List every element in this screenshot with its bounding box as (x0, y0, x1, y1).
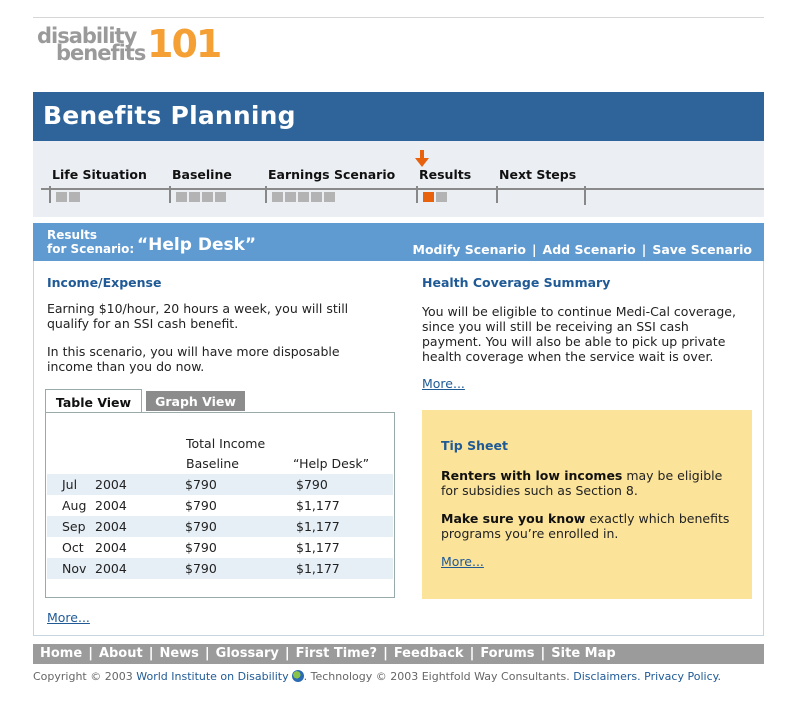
save-scenario-link[interactable]: Save Scenario (652, 242, 752, 257)
disclaimers-link[interactable]: Disclaimers. (573, 670, 641, 683)
results-label: Results (47, 228, 98, 242)
results-header (33, 223, 764, 261)
health-paragraph: You will be eligible to continue Medi-Cal coverage, since you will still be receiving an SSI cash payment. You will also be able to pick up private health coverage when the service wait is over. (422, 304, 736, 364)
progress-steps (33, 141, 764, 217)
modify-scenario-link[interactable]: Modify Scenario (412, 242, 526, 257)
tip-sheet-title: Tip Sheet (441, 438, 508, 453)
step-progress-boxes (56, 192, 80, 202)
step-earnings-scenario[interactable] (268, 167, 395, 182)
wid-link[interactable]: World Institute on Disability (136, 670, 289, 683)
tab-graph-view[interactable]: Graph View (146, 391, 245, 411)
income-expense-title: Income/Expense (47, 275, 162, 290)
step-results[interactable] (419, 167, 471, 182)
footer-link-about[interactable]: About (98, 646, 143, 661)
income-paragraph-2: In this scenario, you will have more disposable income than you do now. (47, 344, 340, 374)
page-banner (33, 92, 764, 141)
column-header-baseline: Baseline (186, 456, 239, 471)
results-content (33, 261, 764, 636)
column-group-header: Total Income (186, 436, 266, 451)
health-more-link[interactable]: More... (422, 376, 465, 391)
logo-number: 101 (147, 22, 221, 66)
scenario-actions: Modify Scenario | Add Scenario | Save Scenario (412, 242, 752, 257)
tip-paragraph-2: Make sure you know exactly which benefits programs you’re enrolled in. (441, 511, 730, 541)
step-label: Baseline (172, 167, 232, 182)
footer-link-feedback[interactable]: Feedback (393, 646, 464, 661)
table-row: Jul 2004 $790 $790 (47, 474, 393, 495)
top-rule (33, 17, 764, 18)
step-next-steps[interactable] (499, 167, 576, 182)
page-title: Benefits Planning (43, 101, 296, 130)
tip-more-link[interactable]: More... (441, 554, 484, 569)
footer-navigation: Home | About | News | Glossary | First Time? | Feedback | Forums | Site Map (33, 644, 764, 664)
health-coverage-title: Health Coverage Summary (422, 275, 611, 290)
progress-line (41, 188, 764, 190)
step-label: Life Situation (52, 167, 147, 182)
current-step-arrow-icon (415, 150, 429, 168)
table-row: Aug 2004 $790 $1,177 (62, 498, 340, 513)
copyright-notice: Copyright © 2003 World Institute on Disability . Technology © 2003 Eightfold Way Consultants. Disclaimers. Privacy Policy. (33, 670, 722, 683)
footer-link-news[interactable]: News (159, 646, 199, 661)
tab-table-view[interactable]: Table View (45, 389, 142, 413)
tip-paragraph-1: Renters with low incomes may be eligible for subsidies such as Section 8. (441, 468, 723, 498)
footer-link-site-map[interactable]: Site Map (551, 646, 616, 661)
footer-link-home[interactable]: Home (40, 646, 83, 661)
footer-link-glossary[interactable]: Glossary (215, 646, 279, 661)
globe-icon (292, 670, 304, 682)
table-row: Sep 2004 $790 $1,177 (47, 516, 393, 537)
add-scenario-link[interactable]: Add Scenario (542, 242, 636, 257)
table-row: Oct 2004 $790 $1,177 (62, 540, 340, 555)
income-more-link[interactable]: More... (47, 610, 90, 625)
step-label: Earnings Scenario (268, 167, 396, 182)
logo-word-benefits: benefits (56, 41, 146, 65)
footer-link-forums[interactable]: Forums (480, 646, 535, 661)
tip-sheet (422, 410, 752, 599)
column-header-scenario: “Help Desk” (293, 456, 370, 471)
step-baseline[interactable] (172, 167, 232, 182)
step-progress-boxes (423, 192, 447, 202)
scenario-name: “Help Desk” (137, 235, 257, 255)
step-life-situation[interactable] (52, 167, 147, 182)
income-paragraph-1: Earning $10/hour, 20 hours a week, you will still qualify for an SSI cash benefit. (47, 301, 349, 331)
step-label: Next Steps (499, 167, 577, 182)
income-table (45, 412, 395, 598)
progress-end-tick (584, 186, 586, 205)
footer-link-first-time[interactable]: First Time? (295, 646, 378, 661)
scenario-label: for Scenario: (47, 242, 135, 256)
logo-word-disability: disability (37, 24, 137, 48)
step-progress-boxes (272, 192, 335, 202)
table-row: Nov 2004 $790 $1,177 (47, 558, 393, 579)
step-progress-boxes (176, 192, 226, 202)
site-logo[interactable] (37, 24, 237, 64)
privacy-policy-link[interactable]: Privacy Policy. (644, 670, 722, 683)
step-label: Results (419, 167, 472, 182)
